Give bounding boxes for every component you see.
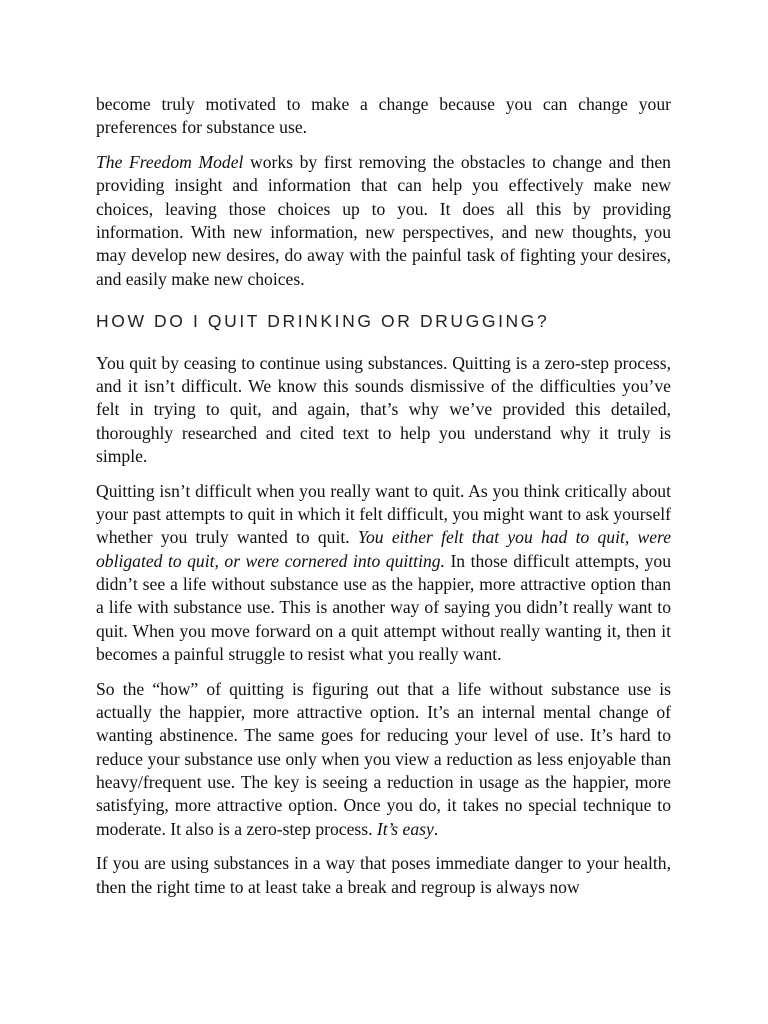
paragraph-1: become truly motivated to make a change because you can change your preferences for substance use. — [96, 94, 671, 138]
paragraph-6: If you are using substances in a way that poses immediate danger to your health, then the right time to at least take a break and regroup is always now — [96, 853, 671, 897]
paragraph-5-text-a: So the “how” of quitting is figuring out that a life without substance use is actually the happier, more attractive option. It’s an internal mental change of wanting abstinence. The same goes for reducing your level of use. It’s hard to reduce your substance use only when you view a reduction as less enjoyable than heavy/frequent use. The key is seeing a reduction in usage as the happier, more satisfying, more attractive option. Once you do, it takes no special technique to moderate. It also is a zero-step process. — [96, 678, 671, 839]
document-page — [96, 93, 671, 910]
paragraph-4-italic: You either felt that you had to quit, were obligated to quit, or were cornered into quitting. — [96, 527, 672, 571]
paragraph-4-text-a: Quitting isn’t difficult when you really want to quit. As you think critically about your past attempts to quit in which it felt difficult, you might want to ask yourself whether you truly wanted to quit. — [96, 480, 671, 548]
section-heading: HOW DO I QUIT DRINKING OR DRUGGING? — [96, 310, 550, 331]
book-title: The Freedom Model — [96, 152, 244, 173]
paragraph-5-italic: It’s easy — [376, 818, 434, 839]
paragraph-4-text-b: In those difficult attempts, you didn’t see a life without substance use as the happier, more attractive option than a life with substance use. This is another way of saying you didn’t really want to quit. When you move forward on a quit attempt without really wanting it, then it becomes a painful struggle to resist what you really want. — [96, 550, 671, 664]
paragraph-2-text: works by first removing the obstacles to change and then providing insight and information that can help you effectively make new choices, leaving those choices up to you. It does all this by providing information. With new information, new perspectives, and new thoughts, you may develop new desires, do away with the painful task of fighting your desires, and easily make new choices. — [96, 152, 671, 289]
paragraph-3: You quit by ceasing to continue using substances. Quitting is a zero-step process, and it isn’t difficult. We know this sounds dismissive of the difficulties you’ve felt in trying to quit, and again, that’s why we’ve provided this detailed, thoroughly researched and cited text to help you understand why it truly is simple. — [96, 352, 671, 467]
paragraph-5 — [96, 678, 671, 841]
paragraph-5-text-b: . — [433, 818, 439, 839]
paragraph-4 — [96, 480, 671, 666]
paragraph-2 — [96, 151, 671, 291]
